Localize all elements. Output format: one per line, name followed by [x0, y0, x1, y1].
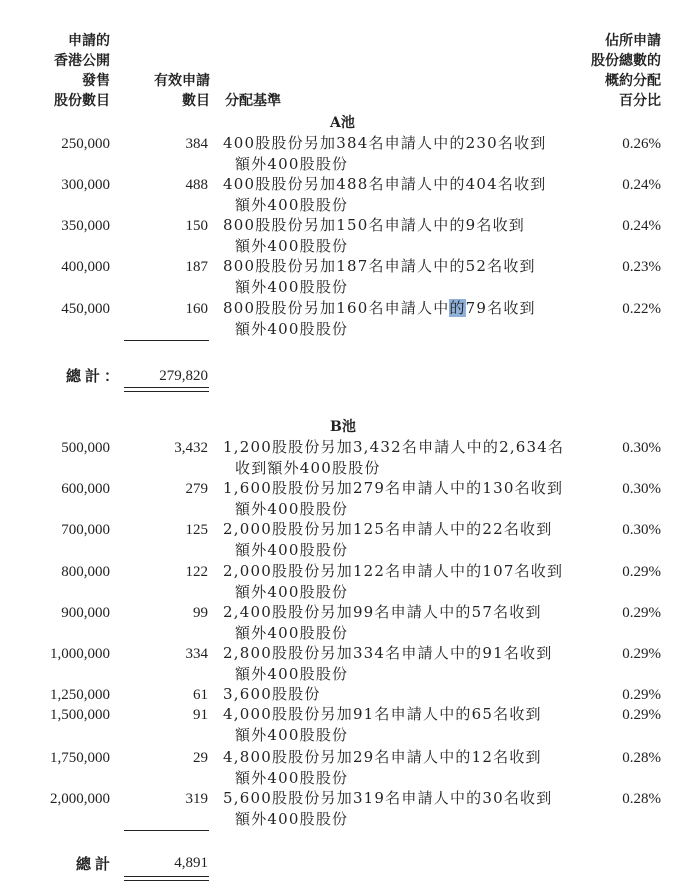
pool-b-title: B池: [330, 419, 356, 435]
row-basis-line2: 額外400股股份: [235, 277, 349, 296]
row-basis-line2: 額外400股股份: [235, 499, 349, 518]
row-valid-apps: 150: [185, 218, 208, 234]
row-valid-apps: 187: [185, 259, 208, 275]
header-valid-apps: [154, 71, 210, 111]
row-percentage: 0.24%: [622, 177, 661, 193]
row-percentage: 0.29%: [622, 605, 661, 621]
pool-a-total-value: 279,820: [159, 368, 208, 384]
row-shares: 300,000: [61, 177, 110, 193]
row-percentage: 0.28%: [622, 791, 661, 807]
row-basis-line1: 2,000股股份另加125名申請人中的22名收到: [223, 520, 553, 538]
header-shares-line: 申請的: [68, 33, 110, 49]
row-basis-line1: 5,600股股份另加319名申請人中的30名收到: [223, 789, 553, 807]
text-selection-highlight[interactable]: 的: [449, 299, 466, 317]
header-pct-line: 百分比: [619, 93, 661, 109]
row-basis: [223, 215, 525, 256]
row-valid-apps: 334: [185, 646, 208, 662]
row-basis: [223, 602, 542, 643]
header-shares-line: 香港公開: [54, 53, 110, 69]
total-double-rule-top: [124, 387, 209, 388]
row-percentage: 0.23%: [622, 259, 661, 275]
row-percentage: 0.22%: [622, 301, 661, 317]
row-shares: 1,750,000: [50, 750, 110, 766]
row-basis: [223, 256, 536, 297]
header-valid-line: 有效申請: [154, 73, 210, 89]
header-pct-line: 股份總數的: [591, 53, 661, 69]
row-valid-apps: 3,432: [174, 440, 208, 456]
row-basis: [223, 561, 563, 602]
row-basis: [223, 747, 542, 788]
row-shares: 900,000: [61, 605, 110, 621]
row-shares: 800,000: [61, 564, 110, 580]
row-basis-line2: 額外400股股份: [235, 154, 349, 173]
row-valid-apps: 319: [185, 791, 208, 807]
header-shares: [54, 31, 110, 111]
header-percentage: [591, 31, 661, 111]
row-basis-line2: 收到額外400股股份: [235, 458, 381, 477]
pool-b-total-label: 總計: [76, 855, 115, 873]
header-shares-line: 發售: [82, 73, 110, 89]
row-basis: [223, 437, 564, 478]
row-basis-line2: 額外400股股份: [235, 195, 349, 214]
row-percentage: 0.24%: [622, 218, 661, 234]
row-percentage: 0.29%: [622, 646, 661, 662]
row-basis: [223, 519, 552, 560]
row-basis: [223, 704, 542, 745]
row-shares: 2,000,000: [50, 791, 110, 807]
header-pct-line: 概約分配: [605, 73, 661, 89]
row-shares: 1,500,000: [50, 707, 110, 723]
row-basis: [223, 298, 536, 339]
row-valid-apps: 61: [193, 687, 208, 703]
row-percentage: 0.30%: [622, 440, 661, 456]
row-basis-line2: 額外400股股份: [235, 582, 349, 601]
header-basis: 分配基準: [225, 93, 281, 109]
total-double-rule-bottom: [124, 391, 209, 392]
row-basis-line1: 800股股份另加150名申請人中的9名收到: [223, 216, 526, 234]
row-percentage: 0.28%: [622, 750, 661, 766]
row-basis: [223, 174, 547, 215]
row-shares: 450,000: [61, 301, 110, 317]
row-basis-line2: 額外400股股份: [235, 540, 349, 559]
row-basis-text: 79名收到: [465, 299, 536, 317]
row-basis-line1: 1,200股股份另加3,432名申請人中的2,634名: [223, 438, 565, 456]
row-percentage: 0.29%: [622, 564, 661, 580]
row-basis-line2: 額外400股股份: [235, 319, 349, 338]
header-valid-line: 數目: [182, 93, 210, 109]
row-valid-apps: 160: [185, 301, 208, 317]
row-shares: 1,000,000: [50, 646, 110, 662]
row-percentage: 0.30%: [622, 522, 661, 538]
row-percentage: 0.29%: [622, 687, 661, 703]
row-basis-line2: 額外400股股份: [235, 664, 349, 683]
row-shares: 400,000: [61, 259, 110, 275]
row-valid-apps: 122: [185, 564, 208, 580]
row-basis-line1: 800股股份另加187名申請人中的52名收到: [223, 257, 536, 275]
row-basis-line2: 額外400股股份: [235, 623, 349, 642]
pool-a-total-label: 總計：: [66, 367, 124, 385]
row-valid-apps: 488: [185, 177, 208, 193]
row-basis-line1: [223, 298, 536, 319]
row-basis: [223, 133, 547, 174]
row-basis-line2: 額外400股股份: [235, 725, 349, 744]
row-basis-line2: 額外400股股份: [235, 768, 349, 787]
row-shares: 700,000: [61, 522, 110, 538]
row-basis: [223, 643, 552, 684]
row-shares: 600,000: [61, 481, 110, 497]
row-percentage: 0.29%: [622, 707, 661, 723]
row-basis-line1: 4,000股股份另加91名申請人中的65名收到: [223, 705, 542, 723]
row-basis-line1: 400股股份另加384名申請人中的230名收到: [223, 134, 547, 152]
row-shares: 500,000: [61, 440, 110, 456]
row-basis-line1: 4,800股股份另加29名申請人中的12名收到: [223, 748, 542, 766]
row-valid-apps: 29: [193, 750, 208, 766]
pool-b-total-value: 4,891: [174, 855, 208, 871]
row-basis-line1: 3,600股股份: [223, 685, 321, 703]
row-percentage: 0.30%: [622, 481, 661, 497]
row-valid-apps: 279: [185, 481, 208, 497]
total-double-rule-bottom: [124, 880, 209, 881]
row-shares: 250,000: [61, 136, 110, 152]
header-pct-line: 佔所申請: [605, 33, 661, 49]
row-valid-apps: 99: [193, 605, 208, 621]
row-valid-apps: 125: [185, 522, 208, 538]
row-valid-apps: 91: [193, 707, 208, 723]
row-basis-line1: 2,000股股份另加122名申請人中的107名收到: [223, 562, 564, 580]
total-double-rule-top: [124, 876, 209, 877]
subtotal-rule: [124, 340, 209, 341]
row-basis: [223, 684, 321, 705]
row-basis-line2: 額外400股股份: [235, 809, 349, 828]
header-shares-line: 股份數目: [54, 93, 110, 109]
row-basis-line1: 2,800股股份另加334名申請人中的91名收到: [223, 644, 553, 662]
row-basis-line1: 400股股份另加488名申請人中的404名收到: [223, 175, 547, 193]
row-shares: 350,000: [61, 218, 110, 234]
subtotal-rule: [124, 830, 209, 831]
row-basis-text: 800股股份另加160名申請人中: [223, 299, 450, 317]
row-basis: [223, 788, 552, 829]
row-shares: 1,250,000: [50, 687, 110, 703]
row-basis-line1: 2,400股股份另加99名申請人中的57名收到: [223, 603, 542, 621]
row-basis-line2: 額外400股股份: [235, 236, 349, 255]
row-basis-line1: 1,600股股份另加279名申請人中的130名收到: [223, 479, 564, 497]
pool-a-title: A池: [330, 115, 355, 131]
row-basis: [223, 478, 563, 519]
row-valid-apps: 384: [185, 136, 208, 152]
row-percentage: 0.26%: [622, 136, 661, 152]
